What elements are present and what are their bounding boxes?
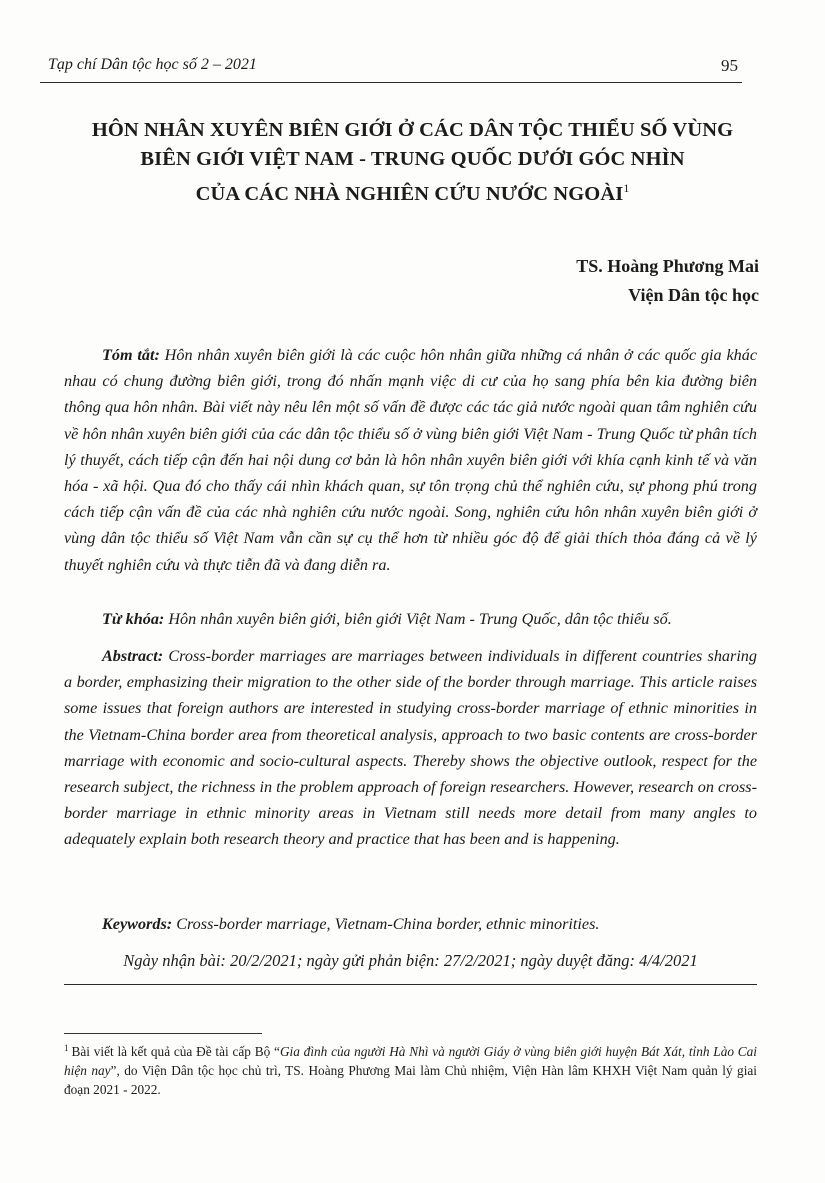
footnote-text-before: Bài viết là kết quả của Đề tài cấp Bộ “ xyxy=(71,1044,280,1059)
abstract-vietnamese xyxy=(64,342,757,578)
footnote-text-after: ”, do Viện Dân tộc học chủ trì, TS. Hoàng Phương Mai làm Chủ nhiệm, Viện Hàn lâm KHXH Việt Nam quản lý giai đoạn 2021 - 2022. xyxy=(64,1063,757,1097)
article-title xyxy=(40,116,785,209)
abstract-english xyxy=(64,643,757,853)
running-header xyxy=(48,56,738,80)
abstract-vn-text: Hôn nhân xuyên biên giới là các cuộc hôn nhân giữa những cá nhân ở các quốc gia khác nhau có chung đường biên giới, trong đó nhấn mạnh việc di cư của họ sang phía bên kia đường biên thông qua hôn nhân. Bài viết này nêu lên một số vấn đề được các tác giả nước ngoài quan tâm nghiên cứu về hôn nhân xuyên biên giới của các dân tộc thiểu số ở vùng biên giới Việt Nam - Trung Quốc từ phân tích lý thuyết, cách tiếp cận đến hai nội dung cơ bản là hôn nhân xuyên biên giới với khía cạnh kinh tế và văn hóa - xã hội. Qua đó cho thấy cái nhìn khách quan, sự tôn trọng chủ thể nghiên cứu, sự phong phú trong cách tiếp cận vấn đề của các nhà nghiên cứu nước ngoài. Song, nghiên cứu hôn nhân xuyên biên giới ở vùng dân tộc thiểu số Việt Nam vẫn cần sự cụ thể hơn từ nhiều góc độ để giải thích thỏa đáng cả về lý thuyết nghiên cứu và thực tiễn đã và đang diễn ra. xyxy=(64,346,757,574)
keywords-vietnamese xyxy=(64,606,757,632)
title-footnote-mark[interactable]: 1 xyxy=(623,181,630,195)
author-affiliation: Viện Dân tộc học xyxy=(628,285,759,305)
author-block xyxy=(576,252,759,310)
title-line-3-text: CỦA CÁC NHÀ NGHIÊN CỨU NƯỚC NGOÀI xyxy=(195,183,624,205)
title-line-1: HÔN NHÂN XUYÊN BIÊN GIỚI Ở CÁC DÂN TỘC THIỂU SỐ VÙNG xyxy=(91,119,734,141)
keywords-en-label: Keywords: xyxy=(102,915,173,933)
title-line-3 xyxy=(40,174,785,209)
dates-rule xyxy=(64,984,757,985)
keywords-english xyxy=(64,911,757,937)
footnote-separator xyxy=(64,1033,262,1034)
author-name: TS. Hoàng Phương Mai xyxy=(576,256,759,276)
keywords-vn-text: Hôn nhân xuyên biên giới, biên giới Việt Nam - Trung Quốc, dân tộc thiểu số. xyxy=(168,610,672,628)
abstract-en-text: Cross-border marriages are marriages between individuals in different countries sharing a border, emphasizing their migration to the other side of the border through marriage. This article raises some issues that foreign authors are interested in studying cross-border marriage of ethnic minorities in the Vietnam-China border area from theoretical analysis, approach to two basic contents are cross-border marriage with economic and socio-cultural aspects. Thereby shows the objective outlook, respect for the research subject, the richness in the problem approach of foreign researchers. However, research on cross-border marriage in ethnic minority areas in Vietnam still needs more detail from many angles to adequately explain both research theory and practice that has been and is happening. xyxy=(64,647,757,849)
abstract-vn-label: Tóm tắt: xyxy=(102,346,160,364)
header-rule xyxy=(40,82,742,83)
keywords-vn-label: Từ khóa: xyxy=(102,610,165,628)
page-number: 95 xyxy=(721,56,738,75)
keywords-en-text: Cross-border marriage, Vietnam-China border, ethnic minorities. xyxy=(176,915,600,933)
footnote xyxy=(64,1039,757,1099)
journal-name: Tạp chí Dân tộc học số 2 – 2021 xyxy=(48,56,257,73)
submission-dates: Ngày nhận bài: 20/2/2021; ngày gửi phản biện: 27/2/2021; ngày duyệt đăng: 4/4/2021 xyxy=(123,951,698,970)
footnote-project-title: Gia đình của người Hà Nhì và người Giáy ở vùng biên giới huyện Bát Xát, tỉnh Lào Cai hiện nay xyxy=(64,1044,757,1078)
abstract-en-label: Abstract: xyxy=(102,647,164,665)
footnote-mark: 1 xyxy=(64,1043,69,1053)
title-line-2: BIÊN GIỚI VIỆT NAM - TRUNG QUỐC DƯỚI GÓC NHÌN xyxy=(140,148,685,170)
